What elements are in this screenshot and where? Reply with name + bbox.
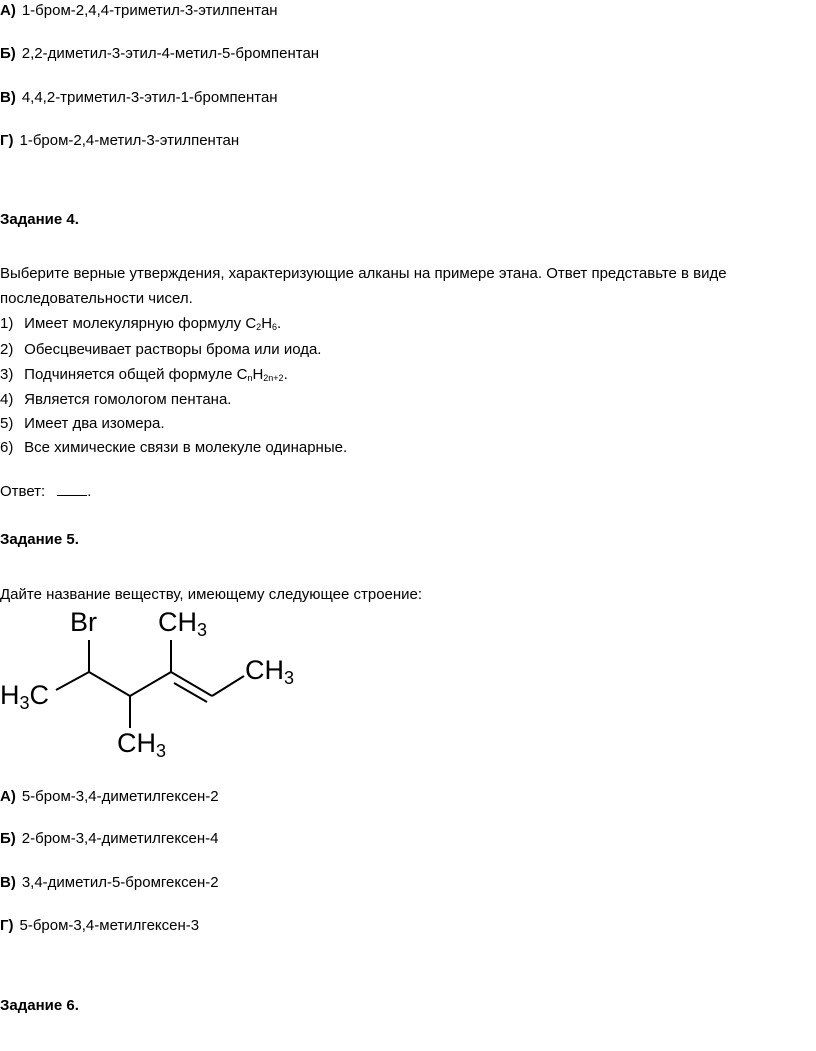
- item-text: Имеет молекулярную формулу $C_2H_6$.: [24, 315, 282, 332]
- bond-c1-c2: [56, 672, 89, 690]
- item-text: Все химические связи в молекуле одинарные.: [24, 439, 348, 456]
- item-text: Обесцвечивает растворы брома или иода.: [24, 341, 322, 358]
- task4-intro-line1: Выберите верные утверждения, характеризующие алканы на примере этана. Ответ представьте в виде: [0, 265, 727, 282]
- task4-item-3: [0, 365, 288, 385]
- label-br: Br: [70, 607, 97, 637]
- task3-option-d: [0, 131, 239, 151]
- task3-option-b: [0, 44, 319, 64]
- bond-c3-c4: [130, 672, 171, 696]
- option-text: 4,4,2-триметил-3-этил-1-бромпентан: [21, 89, 278, 106]
- option-text: 5-бром-3,4-диметилгексен-2: [21, 788, 219, 805]
- label-h3c-left: H3C: [0, 680, 50, 713]
- task4-item-5: [0, 414, 165, 434]
- task4-item-4: [0, 390, 231, 410]
- task5-option-a: [0, 787, 219, 807]
- task5-option-b: [0, 829, 219, 849]
- task4-item-2: [0, 340, 321, 360]
- label-ch3-top: CH3: [158, 607, 208, 640]
- answer-end: .: [87, 483, 92, 500]
- option-text: 2,2-диметил-3-этил-4-метил-5-бромпентан: [21, 45, 320, 62]
- label-ch3-right: CH3: [245, 655, 295, 688]
- option-letter: Г): [0, 132, 14, 149]
- option-letter: В): [0, 89, 16, 106]
- bond-lines: [56, 640, 244, 728]
- bond-c2-c3: [89, 672, 130, 696]
- item-text: Является гомологом пентана.: [24, 391, 232, 408]
- option-letter: Б): [0, 830, 16, 847]
- option-letter: А): [0, 788, 16, 805]
- option-text: 3,4-диметил-5-бромгексен-2: [21, 874, 219, 891]
- task4-item-1: [0, 314, 281, 334]
- item-number: 6): [0, 439, 14, 456]
- task4-item-6: [0, 438, 347, 458]
- bond-c5-c6: [212, 676, 244, 696]
- task4-heading: Задание 4.: [0, 211, 79, 228]
- answer-blank: [57, 483, 87, 496]
- task4-intro-line2: последовательности чисел.: [0, 290, 193, 307]
- task5-option-d: [0, 916, 199, 936]
- item-number: 4): [0, 391, 14, 408]
- task3-option-a: [0, 1, 278, 21]
- item-number: 3): [0, 366, 14, 383]
- item-number: 5): [0, 415, 14, 432]
- bond-c4-c5-double: [174, 683, 207, 702]
- task5-option-c: [0, 873, 219, 893]
- option-letter: Б): [0, 45, 16, 62]
- option-letter: В): [0, 874, 16, 891]
- option-letter: А): [0, 2, 16, 19]
- answer-label: Ответ:: [0, 483, 46, 500]
- option-letter: Г): [0, 917, 14, 934]
- label-ch3-bottom: CH3: [117, 728, 167, 761]
- task5-prompt: Дайте название веществу, имеющему следующее строение:: [0, 586, 423, 603]
- item-number: 1): [0, 315, 14, 332]
- task4-answer: [0, 482, 91, 502]
- structural-formula: [0, 604, 320, 768]
- task6-heading: Задание 6.: [0, 997, 79, 1014]
- option-text: 5-бром-3,4-метилгексен-3: [19, 917, 200, 934]
- item-text: Имеет два изомера.: [24, 415, 165, 432]
- item-number: 2): [0, 341, 14, 358]
- option-text: 1-бром-2,4,4-триметил-3-этилпентан: [21, 2, 278, 19]
- task5-heading: Задание 5.: [0, 531, 79, 548]
- option-text: 2-бром-3,4-диметилгексен-4: [21, 830, 219, 847]
- task3-option-c: [0, 88, 278, 108]
- item-text: Подчиняется общей формуле $C_nH_{2n+2}$.: [24, 366, 288, 383]
- option-text: 1-бром-2,4-метил-3-этилпентан: [19, 132, 240, 149]
